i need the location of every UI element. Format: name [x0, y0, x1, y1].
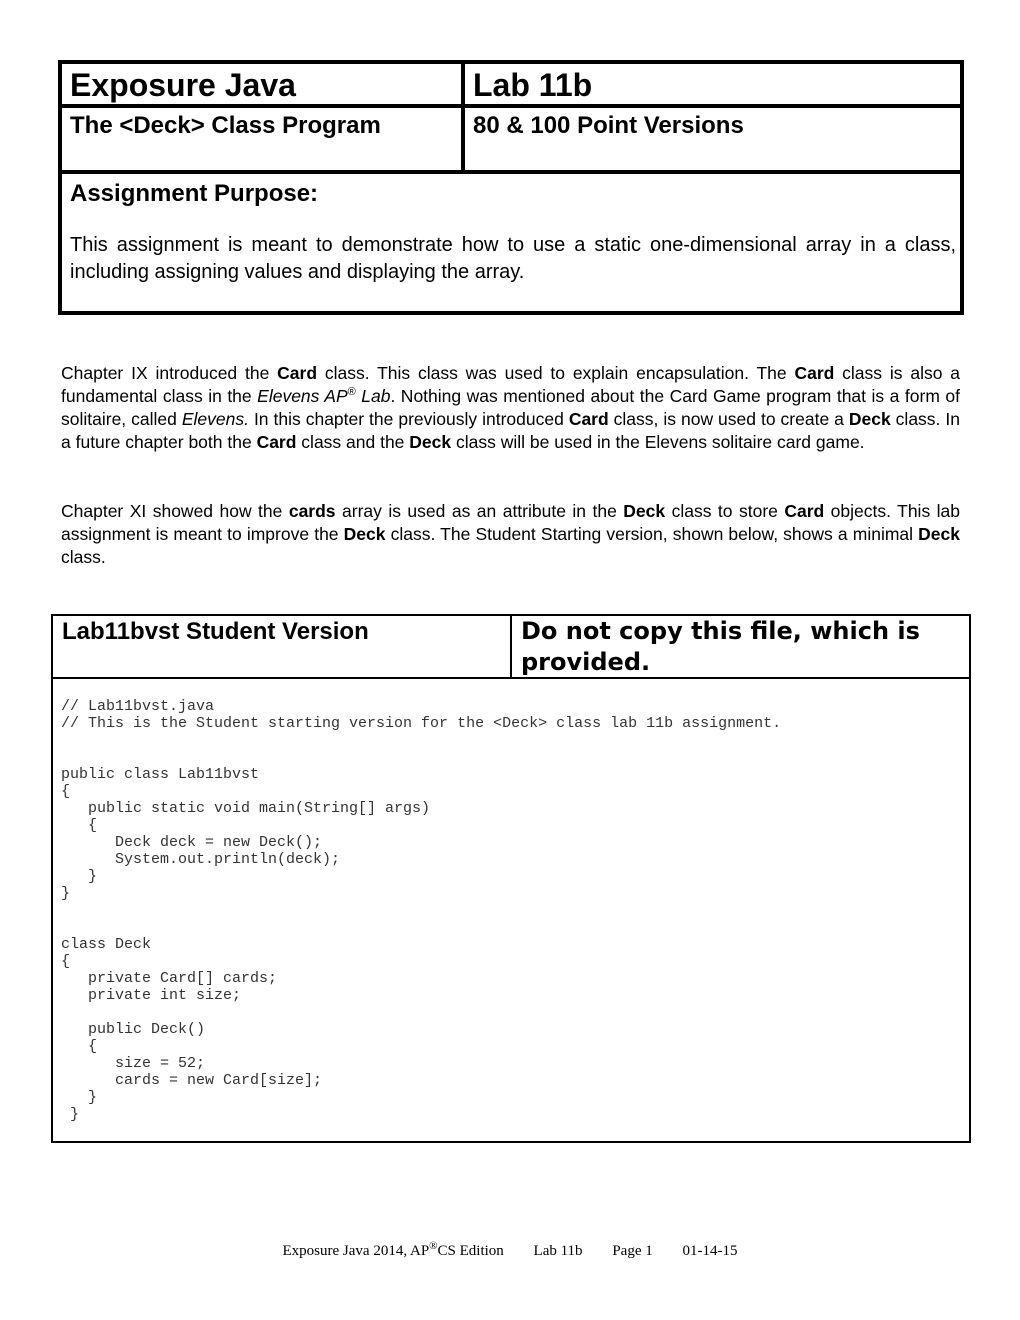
code-box-label: Lab11bvst Student Version — [62, 618, 369, 645]
intro-paragraph-1: Chapter IX introduced the Card class. This class was used to explain encapsulation. The Card class is also a fundamental class in the Elevens AP® Lab. Nothing was mentioned about the Card Game program that is a form of solitaire, called Elevens. In this chapter the previously introduced Card class, is now used to create a Deck class. In a future chapter both the Card class and the Deck class will be used in the Elevens solitaire card game. — [61, 363, 961, 452]
course-title: Exposure Java — [70, 67, 296, 103]
footer-edition: Exposure Java 2014, AP®CS Edition — [282, 1240, 504, 1259]
footer-lab: Lab 11b — [533, 1243, 583, 1259]
code-box-label-cell — [53, 616, 512, 679]
lab-header-table — [58, 60, 964, 315]
footer-date: 01-14-15 — [682, 1243, 738, 1259]
page-footer — [0, 1240, 1020, 1260]
footer-page: Page 1 — [612, 1243, 653, 1259]
header-program-cell — [62, 108, 465, 174]
purpose-heading: Assignment Purpose: — [70, 180, 319, 207]
code-box-note: Do not copy this file, which is provided. — [521, 617, 920, 676]
lab-title: Lab 11b — [473, 67, 593, 103]
point-versions: 80 & 100 Point Versions — [473, 112, 744, 139]
intro-paragraph-2: Chapter XI showed how the cards array is used as an attribute in the Deck class to store Card objects. This lab assignment is meant to improve the Deck class. The Student Starting version, shown below, shows a minimal Deck class. — [61, 501, 961, 567]
header-points-cell — [465, 108, 960, 174]
program-name: The <Deck> Class Program — [70, 112, 381, 139]
student-version-code-box — [51, 614, 971, 1143]
source-code: // Lab11bvst.java // This is the Student starting version for the <Deck> class lab 11b assignment. public class Lab11bvst { public static void main(String[] args) { Deck deck = new Deck(); System.out.println(deck); } } class Deck { private Card[] cards; private int size; public Deck() { size = 52; cards = new Card[size]; } } — [61, 698, 782, 1123]
header-lab-cell — [465, 64, 960, 108]
header-title-cell — [62, 64, 465, 108]
purpose-text: This assignment is meant to demonstrate how to use a static one-dimensional array in a class, including assigning values and displaying the array. — [70, 234, 956, 283]
code-box-note-cell — [512, 616, 969, 679]
